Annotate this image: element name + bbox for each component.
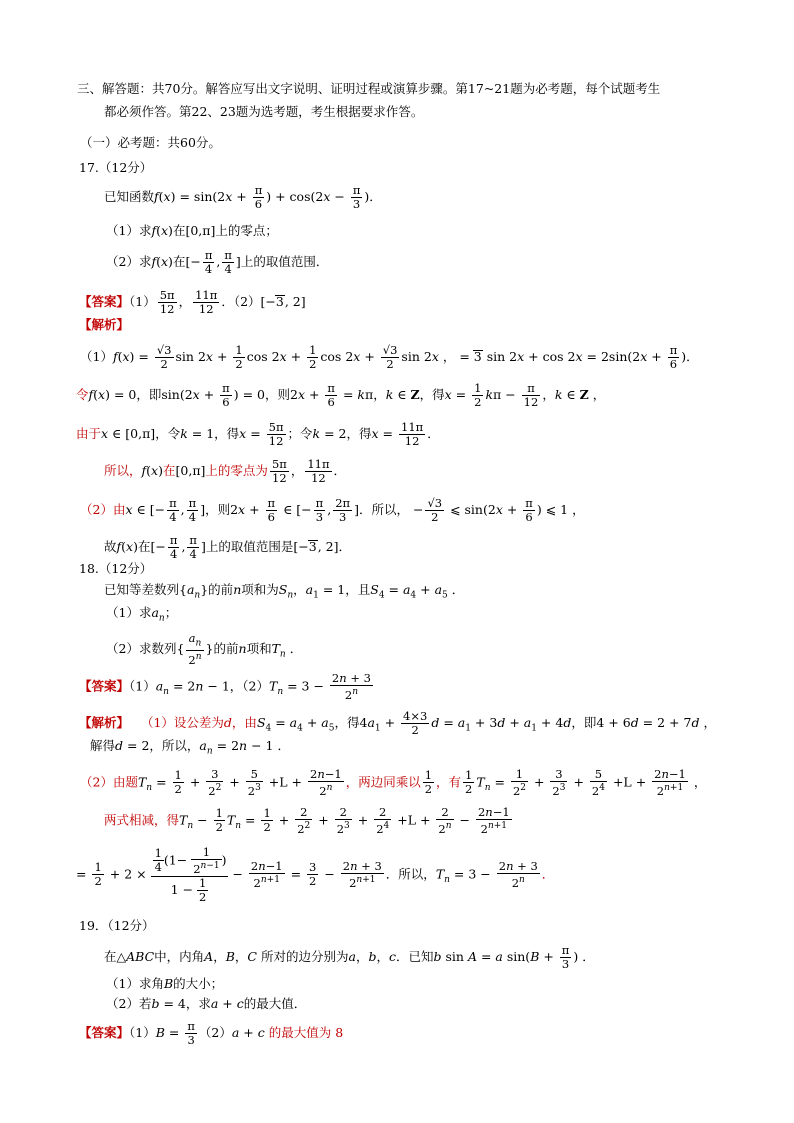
q17-step6: 故f(x)在[− $\frac{\pi}{4}$ , $\frac{\pi}{4}$ ]上的取值范围是[−3, 2]． bbox=[104, 533, 351, 561]
q18-part1: （1）求$a_n$； bbox=[106, 605, 178, 624]
q18-step1: 【解析】 （1）设公差为d，由$S_4 = a_4 + a_5$，得$4a_1$ + $\frac{4\times 3}{2}$ $d = a_1 + 3d + a_1 + 4d$，即4 + 6d = 2 + 7d ， bbox=[79, 709, 716, 737]
q17-stem: 已知函数f(x) = sin(2x + $\frac{\pi}{6}$ ) + cos(2x − $\frac{\pi}{3}$ )． bbox=[104, 183, 382, 211]
section-subtitle: （一）必考题：共60分。 bbox=[80, 135, 221, 150]
q18-step4: 两式相减，得$T_n$ − $\frac{1}{2}$ $T_n$ = $\frac{1}{2}$ + $\frac{2}{2^2}$ + $\frac{2}{2^3}$ + $\frac{2}{2^4}$ +L + $\frac{2}{2^n}$ − $\frac{2n-1}{2^{n+1}}$ bbox=[104, 805, 510, 836]
section-title-line1: 三、解答题：共70分。解答应写出文字说明、证明过程或演算步骤。第17~21题为必考题，每个试题考生 bbox=[77, 81, 661, 96]
q19-stem: 在△ABC中，内角A，B，C 所对的边分别为a，b，c．已知b sin A = a sin(B + $\frac{\pi}{3}$ ) ． bbox=[104, 943, 595, 971]
q18-stem: 已知等差数列$\{a_n\}$的前n项和为$S_n$，$a_1 = 1$，且$S_4 = a_4 + a_5$ ． bbox=[104, 582, 465, 601]
q17-step3: 由于x ∈ [0,π]，令k = 1，得x = $\frac{5\pi}{12}$ ；令k = 2，得x = $\frac{11\pi}{12}$ ． bbox=[76, 420, 440, 448]
q17-step2: 令f(x) = 0，即sin(2x + $\frac{\pi}{6}$ ) = 0，则2x + $\frac{\pi}{6}$ = kπ，k ∈ Z，得x = $\frac{1}{2}$ kπ − $\frac{\pi}{12}$ ，k ∈ Z ， bbox=[76, 381, 606, 409]
q17-part1: （1）求f(x)在[0,π]上的零点； bbox=[106, 223, 278, 238]
q18-step5: = $\frac{1}{2}$ + 2 × $\frac{1}{4}$ (1− $\frac{1}{2^{n-1}}$ ) 1 − $\frac{1}{2}$ − $\frac{2n-1}{2^{n+1}}$ = $\frac{3}{2}$ − $\frac{2n + 3}{2^{n+1}}$ ．所以，$T_n = 3$ − $\frac{2n + 3}{2^n}$ ． bbox=[76, 845, 555, 904]
q18-heading: 18.（12分） bbox=[79, 561, 153, 576]
q19-part2: （2）若b = 4，求a + c的最大值． bbox=[106, 996, 307, 1011]
section-title-line2: 都必须作答。第22、23题为选考题，考生根据要求作答。 bbox=[104, 104, 424, 119]
q18-step3: （2）由题$T_n$ = $\frac{1}{2}$ + $\frac{3}{2^2}$ + $\frac{5}{2^3}$ +L + $\frac{2n-1}{2^n}$ ，两边同乘以 $\frac{1}{2}$ ，有 $\frac{1}{2}$ $T_n$ = $\frac{1}{2^2}$ + $\frac{3}{2^3}$ + $\frac{5}{2^4}$ +L + $\frac{2n-1}{2^{n+1}}$ ， bbox=[80, 767, 707, 798]
q19-answer: 【答案】（1）B = $\frac{\pi}{3}$ （2）a + c 的最大值为 8 bbox=[79, 1019, 344, 1047]
q18-answer: 【答案】$(1)a_n = 2n - 1$，$(2)T_n = 3$ − $\frac{2n + 3}{2^n}$ bbox=[79, 671, 371, 702]
q17-answer: 【答案】（1） $\frac{5\pi}{12}$ ， $\frac{11\pi}{12}$ ．（2）[−3, 2] bbox=[79, 288, 306, 316]
q17-analysis-label: 【解析】 bbox=[79, 317, 130, 332]
q18-part2: （2）求数列{ $\frac{a_n}{2^n}$ }的前n项和$T_n$ ． bbox=[106, 631, 303, 668]
q19-part1: （1）求角B的大小； bbox=[106, 976, 224, 991]
q17-step5: （2）由x ∈ [− $\frac{\pi}{4}$ , $\frac{\pi}{4}$ ]，则2x + $\frac{\pi}{6}$ ∈ [− $\frac{\pi}{3}$ , $\frac{2\pi}{3}$ ]．所以， − $\frac{√3}{2}$ ⩽ sin(2x + $\frac{\pi}{6}$ ) ⩽ 1 ， bbox=[80, 496, 585, 524]
q17-heading: 17.（12分） bbox=[79, 160, 153, 175]
q17-step1: （1）f(x) = $\frac{√3}{2}$ sin 2x + $\frac{1}{2}$ cos 2x + $\frac{1}{2}$ cos 2x + $\frac{√3}{2}$ sin 2x ， = 3 sin 2x + cos 2x = 2sin(2x + $\frac{\pi}{6}$ )． bbox=[80, 343, 699, 371]
q17-step4: 所以，f(x)在[0,π]上的零点为 $\frac{5\pi}{12}$ ， $\frac{11\pi}{12}$ ． bbox=[104, 457, 347, 485]
q19-heading: 19．（12分） bbox=[79, 918, 155, 933]
q18-step2: 解得d = 2，所以，$a_n = 2n - 1$ ． bbox=[90, 738, 290, 757]
q17-part2: （2）求f(x)在[− $\frac{\pi}{4}$ , $\frac{\pi}{4}$ ]上的取值范围． bbox=[106, 248, 329, 276]
